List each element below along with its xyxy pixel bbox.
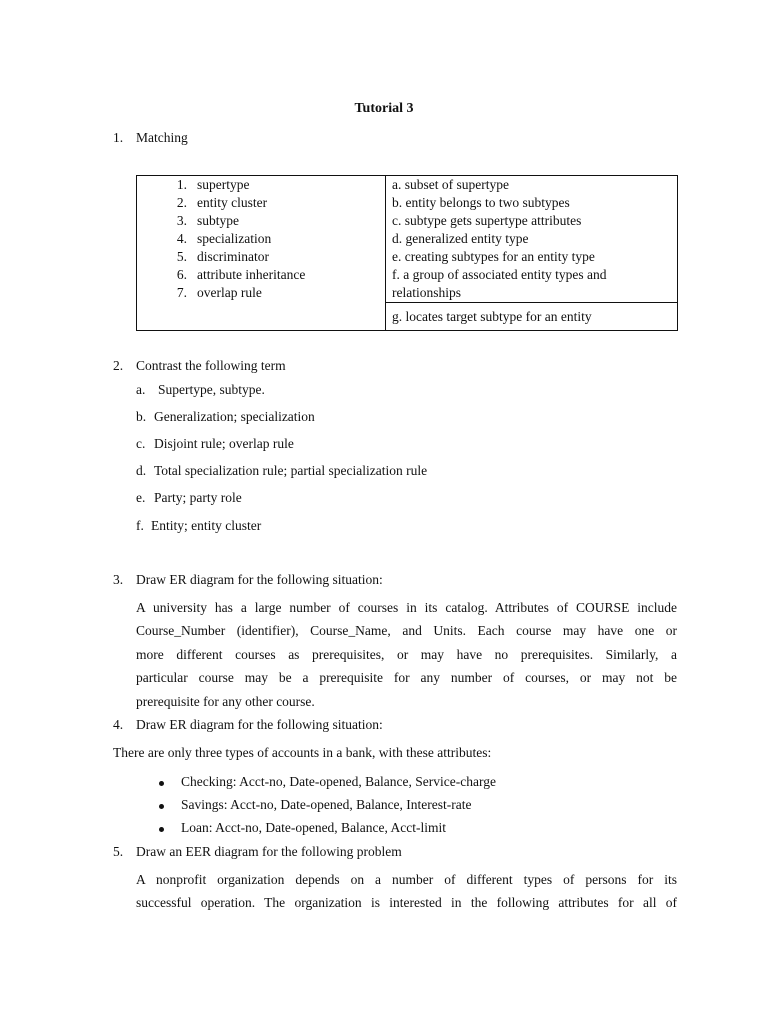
matching-term-text: entity cluster	[197, 195, 268, 210]
q3-paragraph	[136, 596, 677, 713]
matching-definitions-cell	[386, 176, 678, 331]
matching-definition-item: d. generalized entity type	[392, 231, 529, 246]
matching-term-item	[137, 212, 385, 230]
matching-definition-item: e. creating subtypes for an entity type	[392, 249, 595, 264]
matching-term-item	[137, 176, 385, 194]
matching-term-text: subtype	[197, 213, 239, 228]
matching-table	[136, 175, 678, 331]
q2-item-text: Total specialization rule; partial specialization rule	[154, 463, 428, 478]
q2-item-letter: a.	[136, 382, 146, 397]
matching-term-text: attribute inheritance	[197, 267, 306, 282]
q2-number: 2.	[113, 358, 124, 373]
matching-term-number: 3.	[176, 213, 187, 228]
q3-paragraph-line: prerequisite for any other course.	[136, 693, 315, 709]
q4-bullet-text: Loan: Acct-no, Date-opened, Balance, Acct-limit	[181, 820, 447, 835]
matching-term-number: 1.	[176, 177, 187, 192]
q3-paragraph-line: Course_Number (identifier), Course_Name, and Units. Each course may have one or	[136, 623, 677, 639]
q1-number: 1.	[113, 130, 124, 145]
matching-term-number: 7.	[176, 285, 187, 300]
matching-definition-item: a. subset of supertype	[392, 177, 509, 192]
q3-number: 3.	[113, 572, 124, 587]
matching-term-text: discriminator	[197, 249, 269, 264]
matching-definition-item: g. locates target subtype for an entity	[386, 302, 677, 330]
q2-item-text: Generalization; specialization	[154, 409, 315, 424]
q2-item-letter: c.	[136, 436, 146, 451]
matching-term-number: 6.	[176, 267, 187, 282]
matching-definition-item: f. a group of associated entity types and relationships	[392, 267, 607, 300]
bullet-icon	[159, 827, 164, 832]
q5-number: 5.	[113, 844, 124, 859]
q2-item-letter: d.	[136, 463, 147, 478]
matching-definition-item: b. entity belongs to two subtypes	[392, 195, 570, 210]
matching-terms-cell	[137, 176, 386, 331]
q2-item-letter: e.	[136, 490, 146, 505]
q3-paragraph-line: more different courses as prerequisites, or may have no prerequisites. Similarly, a	[136, 646, 677, 662]
matching-term-item	[137, 194, 385, 212]
matching-term-text: overlap rule	[197, 285, 262, 300]
q4-intro: There are only three types of accounts in a bank, with these attributes:	[113, 745, 492, 760]
q5-paragraph-line: successful operation. The organization is interested in the following attributes for all of	[136, 895, 677, 911]
q4-label: Draw ER diagram for the following situation:	[136, 717, 383, 732]
matching-term-text: specialization	[197, 231, 272, 246]
q2-item-text: Supertype, subtype.	[158, 382, 265, 397]
q5-paragraph-line: A nonprofit organization depends on a number of different types of persons for its	[136, 872, 677, 887]
matching-term-item	[137, 284, 385, 302]
bullet-icon	[159, 804, 164, 809]
matching-term-text: supertype	[197, 177, 250, 192]
matching-term-item	[137, 248, 385, 266]
matching-term-number: 4.	[176, 231, 187, 246]
matching-term-number: 5.	[176, 249, 187, 264]
q4-bullet-text: Savings: Acct-no, Date-opened, Balance, Interest-rate	[181, 797, 472, 812]
matching-term-number: 2.	[176, 195, 187, 210]
q4-bullet-text: Checking: Acct-no, Date-opened, Balance, Service-charge	[181, 774, 496, 789]
q2-item-text: Disjoint rule; overlap rule	[154, 436, 294, 451]
matching-term-item	[137, 266, 385, 284]
q3-paragraph-line: particular course may be a prerequisite for any number of courses, or may not be	[136, 670, 677, 686]
q4-number: 4.	[113, 717, 124, 732]
q2-label: Contrast the following term	[136, 358, 286, 373]
matching-definitions-list	[392, 176, 677, 330]
q2-item-text: Entity; entity cluster	[151, 518, 262, 533]
q2-item-letter: b.	[136, 409, 147, 424]
matching-terms-list	[137, 176, 385, 302]
q5-paragraph	[136, 868, 677, 915]
bullet-icon	[159, 781, 164, 786]
q3-paragraph-line: A university has a large number of courses in its catalog. Attributes of COURSE include	[136, 600, 677, 615]
q3-label: Draw ER diagram for the following situation:	[136, 572, 383, 587]
q1-label: Matching	[136, 130, 188, 145]
q2-item-text: Party; party role	[154, 490, 242, 505]
matching-term-item	[137, 230, 385, 248]
q5-label: Draw an EER diagram for the following problem	[136, 844, 402, 859]
page-title: Tutorial 3	[354, 101, 414, 116]
matching-definition-item: c. subtype gets supertype attributes	[392, 213, 582, 228]
q2-item-letter: f.	[136, 518, 144, 533]
